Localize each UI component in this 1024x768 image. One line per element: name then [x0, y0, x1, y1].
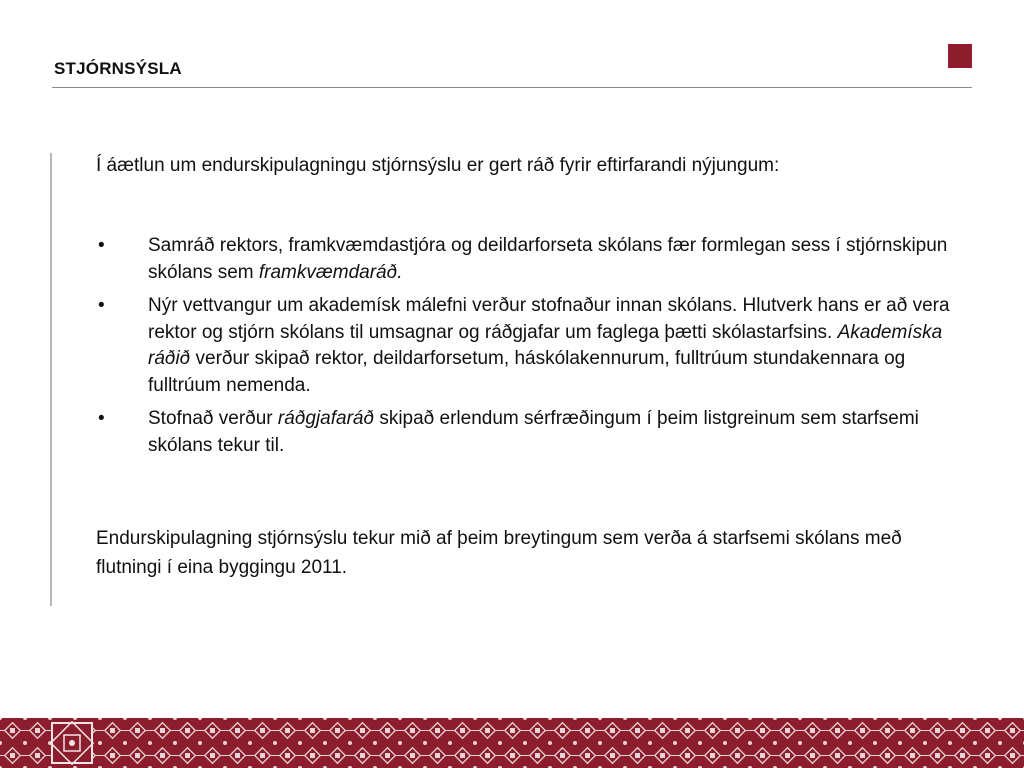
bullet-emphasis: framkvæmdaráð.	[258, 261, 403, 283]
list-item	[96, 233, 956, 286]
bullet-icon: •	[98, 408, 105, 429]
bullet-text: Samráð rektors, framkvæmdastjóra og deildarforseta skólans fær formlegan sess í stjórnskipun skólans sem	[148, 235, 948, 283]
bullet-emphasis: ráðgjafaráð	[277, 408, 375, 429]
intro-paragraph: Í áætlun um endurskipulagningu stjórnsýslu er gert ráð fyrir eftirfarandi nýjungum:	[96, 155, 780, 176]
list-item	[96, 406, 956, 459]
title-divider	[52, 87, 972, 88]
brand-square-logo	[948, 44, 972, 68]
bullet-list	[96, 233, 956, 466]
bullet-text: Stofnað verður	[148, 408, 278, 429]
bullet-icon: •	[98, 235, 105, 256]
ornament-medallion-icon	[51, 722, 93, 764]
slide-title: STJÓRNSÝSLA	[54, 59, 182, 78]
bullet-text-tail: skipað erlendum sérfræðingum í þeim listgreinum sem starfsemi skólans tekur til.	[148, 408, 919, 456]
decorative-pattern-band	[0, 718, 1024, 768]
list-item	[96, 293, 956, 399]
bullet-emphasis: Akademíska ráðið	[148, 321, 943, 369]
content-side-bar	[50, 153, 52, 606]
bullet-icon: •	[98, 295, 105, 316]
ornament-pattern-icon	[0, 718, 1024, 768]
closing-paragraph: Endurskipulagning stjórnsýslu tekur mið af þeim breytingum sem verða á starfsemi skólans með flutningi í eina byggingu 2011.	[96, 528, 902, 578]
bullet-text: Nýr vettvangur um akademísk málefni verður stofnaður innan skólans. Hlutverk hans er að vera rektor og stjórn skólans til umsagnar og ráðgjafar um faglega þætti skólastarfsins.	[148, 295, 950, 343]
bullet-text-tail: verður skipað rektor, deildarforsetum, háskólakennurum, fulltrúum stundakennara og fulltrúum nemenda.	[148, 348, 906, 396]
